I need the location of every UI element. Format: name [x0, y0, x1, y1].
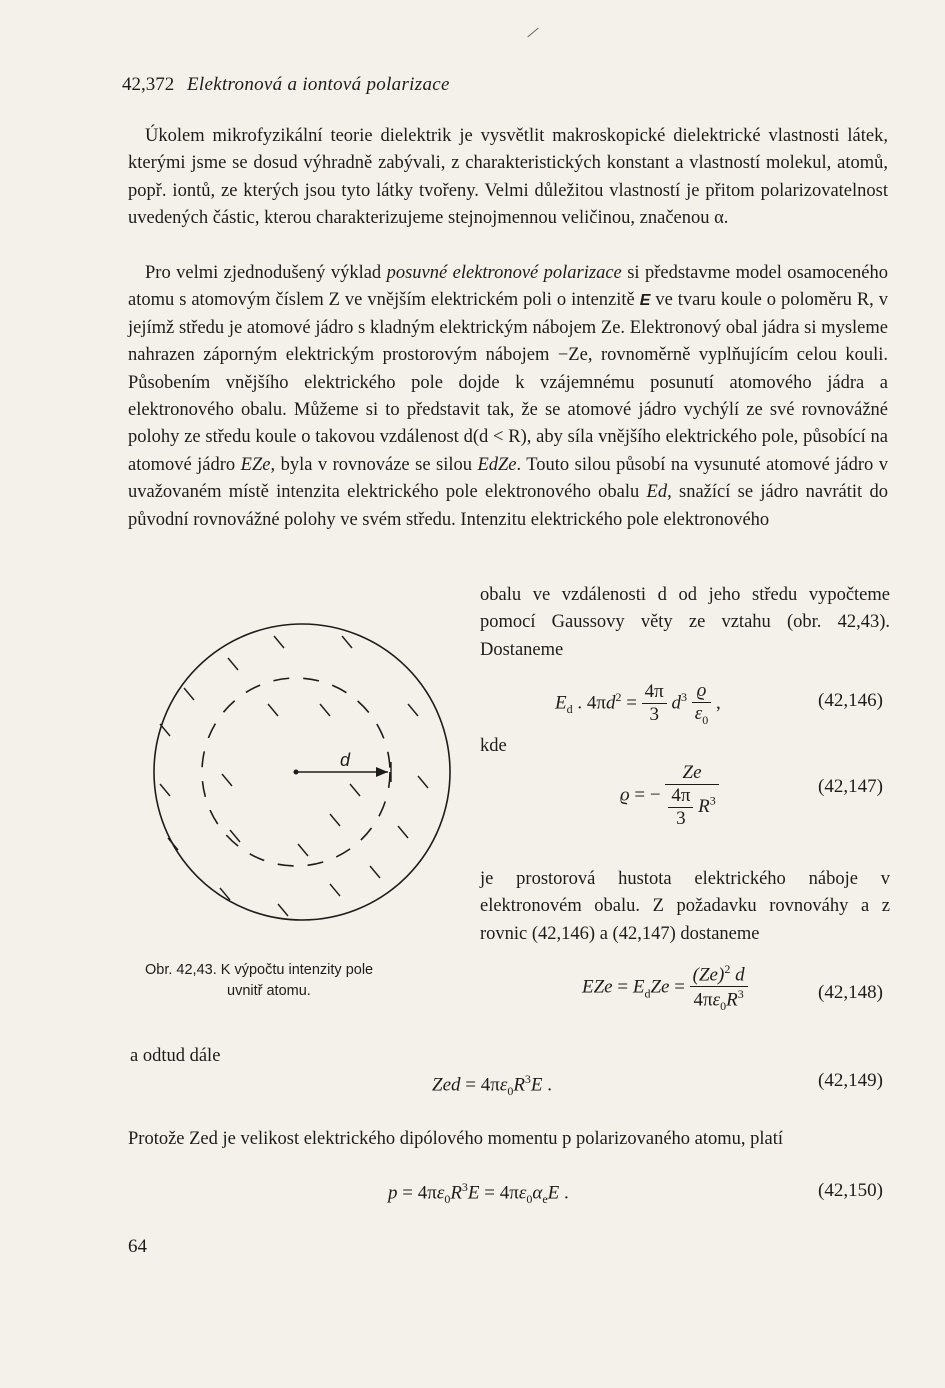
p2-text-f: . Touto silou působí na vysunuté atomové jádro v uvažovaném místě intenzita elektrického pole elektronového obalu [128, 454, 888, 503]
section-title: Elektronová a iontová polarizace [187, 74, 450, 95]
p2-Ed: Ed [646, 482, 668, 503]
equation-149: Zed = $4\pi\varepsilon_0R^3E$ . [432, 1072, 553, 1099]
p2-text-e: , byla v rovnováze se silou [270, 454, 472, 475]
p2-text-g: , snažící se jádro navrátit do původní rovnovážné polohy ve svém středu. Intenzitu elektrického pole elektronového [128, 482, 888, 530]
p2-text-d: ve tvaru koule o poloměru R, v jejímž středu je atomové jádro s kladným elektrickým nábojem Ze. Elektronový obal jádra si mysleme nahrazen záporným elektrickým prostorovým nábojem −Ze, rovnoměrně vyplňujícím celou kouli. Působením vnějšího elektrického pole dojde k vzájemnému posunutí atomového jádra a elektronového obalu. Můžeme si to představit tak, že se atomové jádro vychýlí ze své rovnovážné polohy ze středu koule o takovou vzdálenost d(d < R), aby síla vnějšího elektrického pole, působící na atomové jádro [128, 290, 888, 475]
paragraph-3: Protože Zed je velikost elektrického dipólového momentu p polarizovaného atomu, platí [128, 1129, 784, 1149]
right-column-text-1: obalu ve vzdálenosti d od jeho středu vypočteme pomocí Gaussovy věty ze vztahu (obr. 42,43). Dostaneme [480, 585, 890, 660]
figure-caption [145, 960, 373, 1002]
p2-text-a: Pro velmi zjednodušený výklad [145, 263, 382, 283]
arrow-head [376, 767, 388, 777]
equation-146: $E_d$ . $4\pi d^2$ = $\frac{4\pi}{3}$ $d^3$ $\frac{ϱ}{\varepsilon_0}$ , [555, 680, 721, 727]
p2-term: posuvné elektronové polarizace [386, 263, 622, 283]
paragraph-1: Úkolem mikrofyzikální teorie dielektrik je vysvětlit makroskopické dielektrické vlastnosti látek, kterými jsme se dosud výhradně zabývali, z charakteristických konstant a vlastností molekul, atomů, popř. iontů, ze kterých jsou tyto látky tvořeny. Velmi důležitou vlastností je přitom polarizovatelnost uvedených částic, kterou charakterizujeme stejnojmennou veličinou, značenou α. [128, 126, 888, 229]
section-number: 42,372 [122, 74, 175, 95]
p2-EdZe: EdZe [477, 454, 517, 475]
p2-EZe: EZe [240, 454, 271, 475]
section-heading [122, 74, 450, 96]
paragraph-2 [128, 260, 888, 534]
page-number: 64 [128, 1236, 147, 1257]
p2-E: E [639, 292, 651, 310]
eq-number-149: (42,149) [818, 1070, 883, 1091]
caption-line-2: uvnitř atomu. [227, 983, 311, 999]
charge-ticks [160, 636, 428, 916]
distance-label: d [340, 750, 351, 770]
odtud-text: a odtud dále [130, 1046, 221, 1066]
kde-label: kde [480, 736, 507, 756]
eq-number-150: (42,150) [818, 1180, 883, 1201]
eq-number-146: (42,146) [818, 690, 883, 711]
atom-figure [150, 600, 460, 930]
eq-number-147: (42,147) [818, 776, 883, 797]
stray-mark [527, 28, 538, 38]
caption-line-1: Obr. 42,43. K výpočtu intenzity pole [145, 962, 374, 978]
eq-number-148: (42,148) [818, 982, 883, 1003]
equation-147: ϱ = − Ze $\frac{4\pi}{3}$ $R^3$ [620, 762, 719, 830]
equation-150: $p = 4\pi\varepsilon_0R^3E = 4\pi\varepsilon_0\alpha_eE$ . [388, 1180, 569, 1207]
p2-text-c: si představme model osamoceného atomu s atomovým číslem Z ve vnějším elektrickém poli o intenzitě [128, 263, 888, 311]
equation-148: EZe = $E_dZe$ = $\frac{(Ze)^2 d}{4\pi\varepsilon_0R^3}$ [582, 962, 748, 1014]
right-column-text-2: je prostorová hustota elektrického náboje v elektronovém obalu. Z požadavku rovnováhy a z rovnic (42,146) a (42,147) dostaneme [480, 869, 890, 944]
